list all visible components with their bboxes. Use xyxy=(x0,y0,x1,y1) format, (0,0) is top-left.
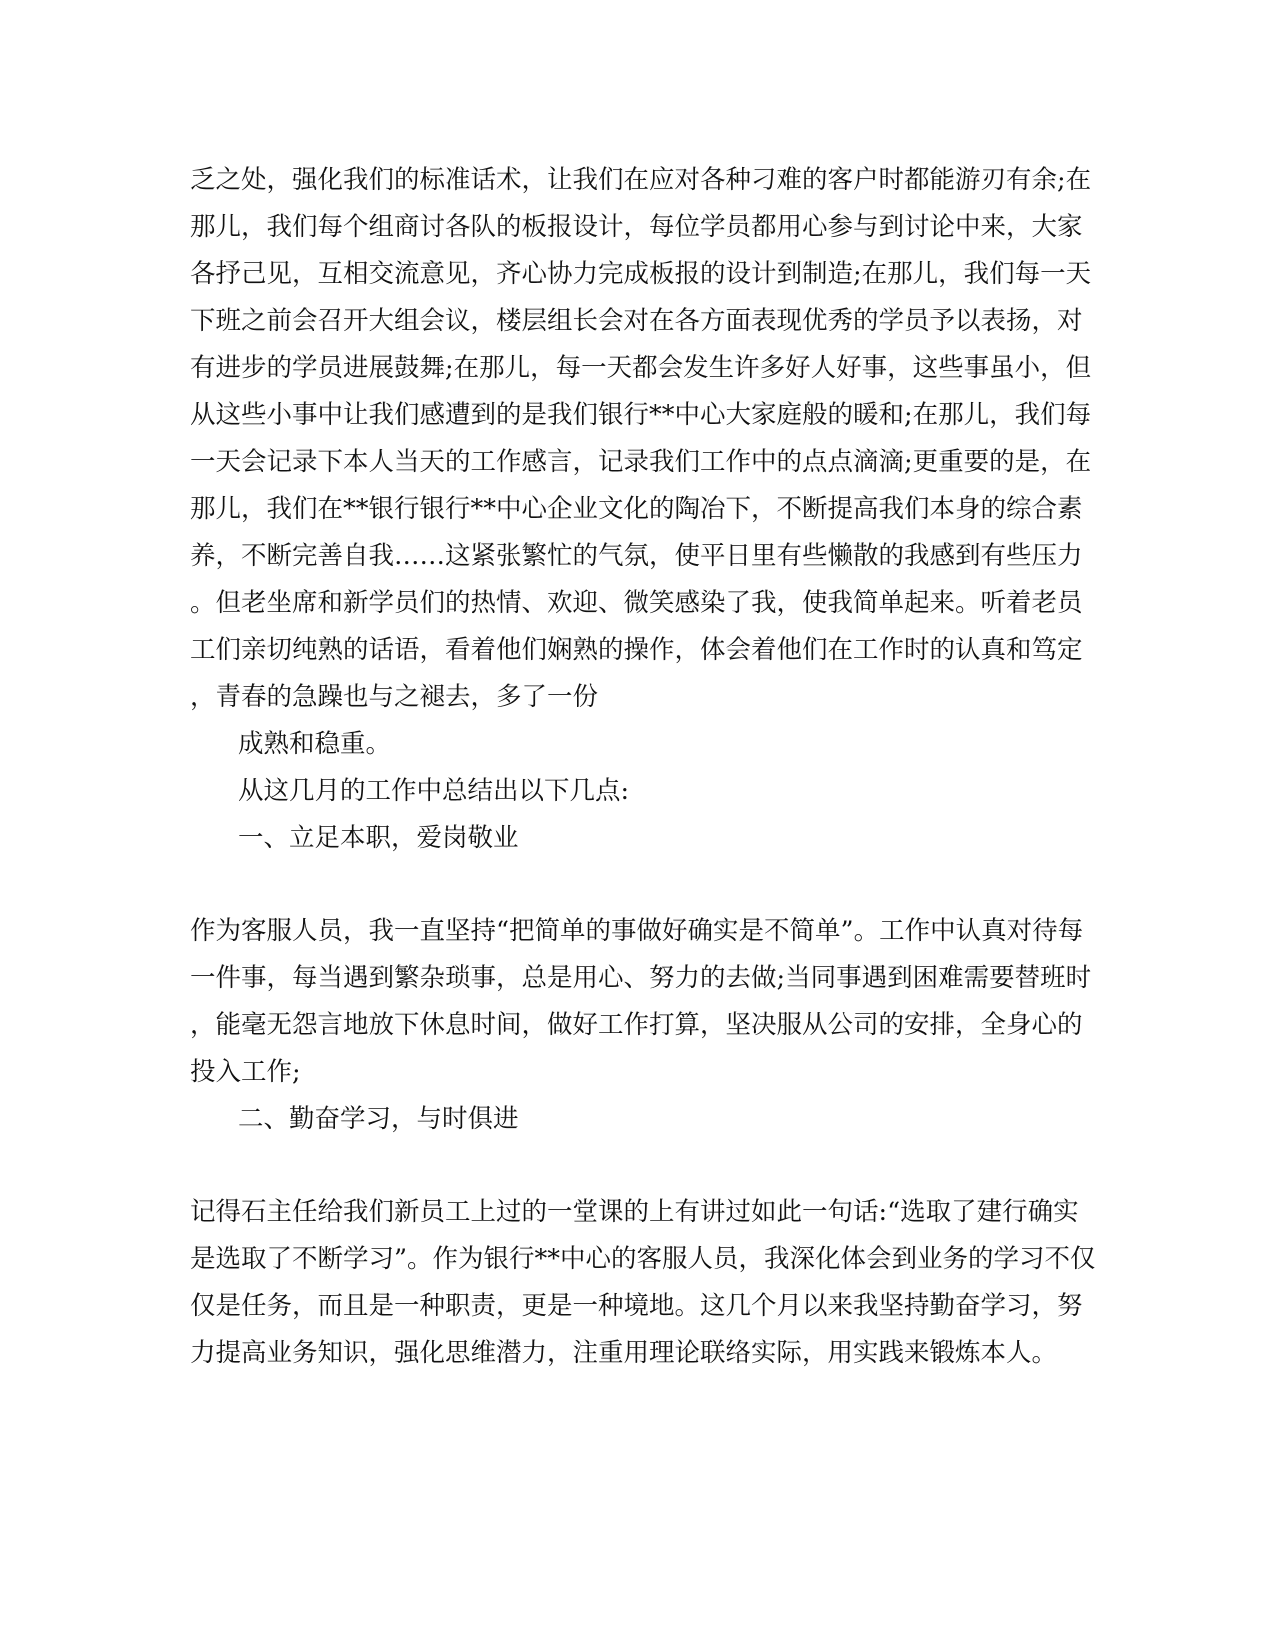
paragraph-line: 那儿，我们在**银行银行**中心企业文化的陶冶下，不断提高我们本身的综合素 xyxy=(190,494,1083,524)
paragraph-line: 仅是任务，而且是一种职责，更是一种境地。这几个月以来我坚持勤奋学习，努 xyxy=(190,1291,1083,1321)
section-heading: 二、勤奋学习，与时俱进 xyxy=(238,1104,519,1134)
paragraph-line: ，能毫无怨言地放下休息时间，做好工作打算，坚决服从公司的安排，全身心的 xyxy=(190,1010,1083,1040)
paragraph-line: 一件事，每当遇到繁杂琐事，总是用心、努力的去做;当同事遇到困难需要替班时 xyxy=(190,963,1092,993)
paragraph-line: 一天会记录下本人当天的工作感言，记录我们工作中的点点滴滴;更重要的是，在 xyxy=(190,447,1092,477)
paragraph-line: 各抒己见，互相交流意见，齐心协力完成板报的设计到制造;在那儿，我们每一天 xyxy=(190,259,1092,289)
paragraph-line: 成熟和稳重。 xyxy=(238,729,392,759)
paragraph-line: 记得石主任给我们新员工上过的一堂课的上有讲过如此一句话:“选取了建行确实 xyxy=(190,1197,1079,1227)
paragraph-line: 作为客服人员，我一直坚持“把简单的事做好确实是不简单”。工作中认真对待每 xyxy=(190,916,1084,946)
paragraph-line: 那儿，我们每个组商讨各队的板报设计，每位学员都用心参与到讨论中来，大家 xyxy=(190,212,1083,242)
paragraph-line: 。但老坐席和新学员们的热情、欢迎、微笑感染了我，使我简单起来。听着老员 xyxy=(190,588,1083,618)
paragraph-line: 力提高业务知识，强化思维潜力，注重用理论联络实际，用实践来锻炼本人。 xyxy=(190,1338,1058,1368)
paragraph-line: 工们亲切纯熟的话语，看着他们娴熟的操作，体会着他们在工作时的认真和笃定 xyxy=(190,635,1083,665)
paragraph-line: 从这几月的工作中总结出以下几点: xyxy=(238,776,630,806)
paragraph-line: ，青春的急躁也与之褪去，多了一份 xyxy=(190,682,599,712)
paragraph-line: 从这些小事中让我们感遭到的是我们银行**中心大家庭般的暖和;在那儿，我们每 xyxy=(190,400,1092,430)
section-heading: 一、立足本职，爱岗敬业 xyxy=(238,823,519,853)
paragraph-line: 是选取了不断学习”。作为银行**中心的客服人员，我深化体会到业务的学习不仅 xyxy=(190,1244,1096,1274)
paragraph-line: 养，不断完善自我……这紧张繁忙的气氛，使平日里有些懒散的我感到有些压力 xyxy=(190,541,1083,571)
paragraph-line: 投入工作; xyxy=(190,1057,301,1087)
paragraph-line: 下班之前会召开大组会议，楼层组长会对在各方面表现优秀的学员予以表扬，对 xyxy=(190,306,1083,336)
paragraph-line: 有进步的学员进展鼓舞;在那儿，每一天都会发生许多好人好事，这些事虽小，但 xyxy=(190,353,1092,383)
paragraph-line: 乏之处，强化我们的标准话术，让我们在应对各种刁难的客户时都能游刃有余;在 xyxy=(190,165,1092,195)
